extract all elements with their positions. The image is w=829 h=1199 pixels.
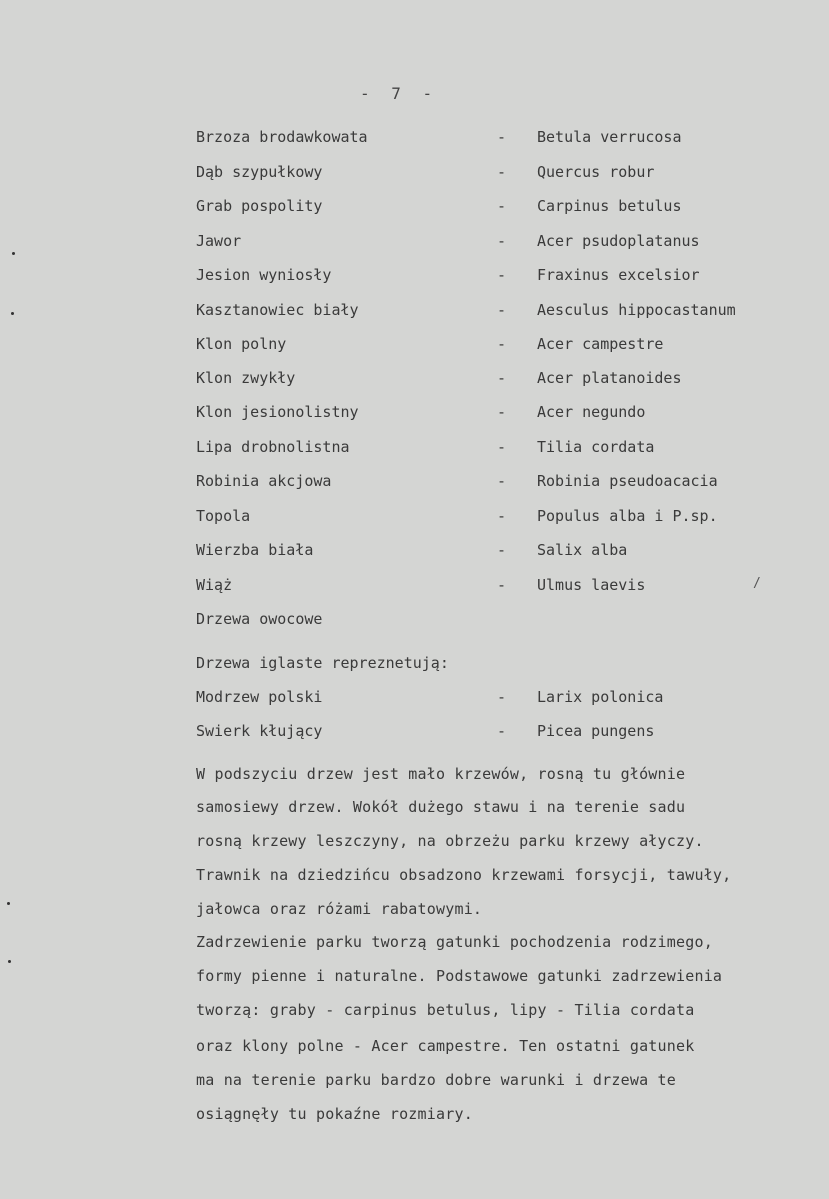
scan-speck — [8, 960, 11, 963]
text-line: tworzą: graby - carpinus betulus, lipy - Tilia cordata — [196, 1001, 695, 1019]
latin-name: Tilia cordata — [537, 438, 655, 456]
polish-name: Modrzew polski — [196, 688, 323, 706]
latin-name: Acer platanoides — [537, 369, 682, 387]
polish-name: Topola — [196, 507, 251, 525]
separator-dash: - — [497, 403, 507, 421]
separator-dash: - — [497, 266, 507, 284]
species-row — [0, 301, 829, 325]
polish-name: Kasztanowiec biały — [196, 301, 359, 319]
polish-name: Grab pospolity — [196, 197, 323, 215]
latin-name: Carpinus betulus — [537, 197, 682, 215]
polish-name: Klon zwykły — [196, 369, 296, 387]
latin-name: Aesculus hippocastanum — [537, 301, 736, 319]
polish-name: Jesion wyniosły — [196, 266, 332, 284]
text-line: Zadrzewienie parku tworzą gatunki pochodzenia rodzimego, — [196, 933, 713, 951]
text-line: W podszyciu drzew jest mało krzewów, rosną tu głównie — [196, 765, 686, 783]
species-row — [0, 335, 829, 359]
separator-dash: - — [497, 507, 507, 525]
species-row — [0, 163, 829, 187]
polish-name: Robinia akcjowa — [196, 472, 332, 490]
text-line: oraz klony polne - Acer campestre. Ten ostatni gatunek — [196, 1037, 695, 1055]
separator-dash: - — [497, 541, 507, 559]
separator-dash: - — [497, 722, 507, 740]
species-row — [0, 438, 829, 462]
latin-name: Acer psudoplatanus — [537, 232, 700, 250]
text-line: jałowca oraz różami rabatowymi. — [196, 900, 483, 918]
latin-name: Picea pungens — [537, 722, 655, 740]
text-line: Trawnik na dziedzińcu obsadzono krzewami forsycji, tawuły, — [196, 866, 732, 884]
species-row — [0, 197, 829, 221]
separator-dash: - — [497, 197, 507, 215]
latin-name: Acer campestre — [537, 335, 664, 353]
separator-dash: - — [497, 438, 507, 456]
latin-name: Ulmus laevis — [537, 576, 646, 594]
polish-name: Jawor — [196, 232, 242, 250]
polish-name: Brzoza brodawkowata — [196, 128, 368, 146]
separator-dash: - — [497, 576, 507, 594]
species-row — [0, 576, 829, 600]
latin-name: Fraxinus excelsior — [537, 266, 700, 284]
separator-dash: - — [497, 163, 507, 181]
species-row — [0, 266, 829, 290]
text-line: rosną krzewy leszczyny, na obrzeżu parku krzewy ałyczy. — [196, 832, 704, 850]
fruit-trees-line: Drzewa owocowe — [196, 610, 323, 628]
species-row — [0, 369, 829, 393]
latin-name: Populus alba i P.sp. — [537, 507, 718, 525]
latin-name: Betula verrucosa — [537, 128, 682, 146]
polish-name: Wiąż — [196, 576, 233, 594]
latin-name: Robinia pseudoacacia — [537, 472, 718, 490]
text-line: osiągnęły tu pokaźne rozmiary. — [196, 1105, 473, 1123]
species-row — [0, 541, 829, 565]
margin-pencil-mark: / — [753, 576, 761, 591]
separator-dash: - — [497, 369, 507, 387]
text-line: formy pienne i naturalne. Podstawowe gatunki zadrzewienia — [196, 967, 723, 985]
latin-name: Larix polonica — [537, 688, 664, 706]
latin-name: Quercus robur — [537, 163, 655, 181]
page-number: - 7 - — [360, 84, 439, 103]
polish-name: Wierzba biała — [196, 541, 314, 559]
species-row — [0, 722, 829, 746]
species-row — [0, 472, 829, 496]
separator-dash: - — [497, 688, 507, 706]
separator-dash: - — [497, 232, 507, 250]
species-row — [0, 507, 829, 531]
scan-speck — [12, 252, 15, 255]
species-row — [0, 128, 829, 152]
text-line: ma na terenie parku bardzo dobre warunki i drzewa te — [196, 1071, 676, 1089]
species-row — [0, 688, 829, 712]
scan-speck — [7, 902, 10, 905]
separator-dash: - — [497, 472, 507, 490]
polish-name: Swierk kłujący — [196, 722, 323, 740]
polish-name: Klon jesionolistny — [196, 403, 359, 421]
conifers-heading: Drzewa iglaste repreznetują: — [196, 654, 449, 672]
separator-dash: - — [497, 335, 507, 353]
polish-name: Dąb szypułkowy — [196, 163, 323, 181]
separator-dash: - — [497, 301, 507, 319]
scan-speck — [11, 312, 14, 315]
polish-name: Lipa drobnolistna — [196, 438, 350, 456]
text-line: samosiewy drzew. Wokół dużego stawu i na terenie sadu — [196, 798, 686, 816]
separator-dash: - — [497, 128, 507, 146]
latin-name: Acer negundo — [537, 403, 646, 421]
species-row — [0, 403, 829, 427]
latin-name: Salix alba — [537, 541, 628, 559]
polish-name: Klon polny — [196, 335, 287, 353]
species-row — [0, 232, 829, 256]
